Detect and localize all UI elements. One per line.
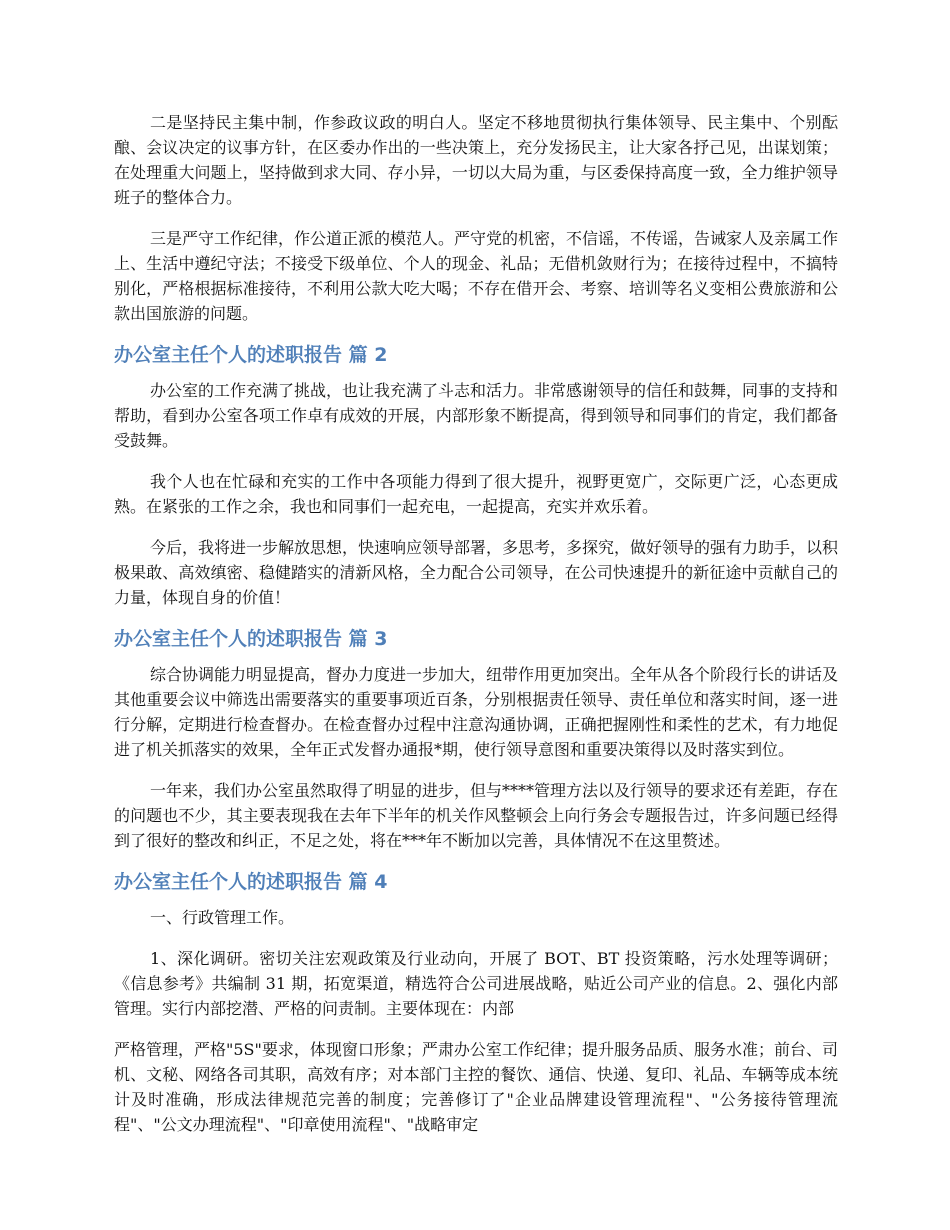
- paragraph: 办公室的工作充满了挑战，也让我充满了斗志和活力。非常感谢领导的信任和鼓舞，同事的支持和帮助，看到办公室各项工作卓有成效的开展，内部形象不断提高，得到领导和同事们的肯定，我们都备受鼓舞。: [114, 381, 839, 450]
- section-3: [114, 626, 838, 853]
- intro-section: [114, 110, 838, 326]
- paragraph: 1、深化调研。密切关注宏观政策及行业动向，开展了 BOT、BT 投资策略，污水处理等调研；《信息参考》共编制 31 期，拓宽渠道，精选符合公司进展战略，贴近公司产业的信息。2、强化内部管理。实行内部挖潜、严格的问责制。主要体现在：内部: [114, 949, 838, 1018]
- paragraph: 我个人也在忙碌和充实的工作中各项能力得到了很大提升，视野更宽广，交际更广泛，心态更成熟。在紧张的工作之余，我也和同事们一起充电，一起提高，充实并欢乐着。: [114, 472, 838, 516]
- section-heading: 办公室主任个人的述职报告 篇 3: [114, 628, 388, 650]
- paragraph: 一、行政管理工作。: [150, 908, 295, 927]
- section-2: [114, 342, 838, 610]
- section-4: [114, 869, 838, 1137]
- paragraph: 综合协调能力明显提高，督办力度进一步加大，纽带作用更加突出。全年从各个阶段行长的讲话及其他重要会议中筛选出需要落实的重要事项近百条，分别根据责任领导、责任单位和落实时间，逐一进行分解，定期进行检查督办。在检查督办过程中注意沟通协调，正确把握刚性和柔性的艺术，有力地促进了机关抓落实的效果，全年正式发督办通报*期，使行领导意图和重要决策得以及时落实到位。: [114, 665, 839, 759]
- paragraph: 三是严守工作纪律，作公道正派的模范人。严守党的机密，不信谣，不传谣，告诫家人及亲属工作上、生活中遵纪守法；不接受下级单位、个人的现金、礼品；无借机敛财行为；在接待过程中，不搞特别化，严格根据标准接待，不利用公款大吃大喝；不存在借开会、考察、培训等名义变相公费旅游和公款出国旅游的问题。: [114, 229, 839, 323]
- document-page: [114, 110, 838, 1153]
- paragraph: 今后，我将进一步解放思想，快速响应领导部署，多思考，多探究，做好领导的强有力助手，以积极果敢、高效缜密、稳健踏实的清新风格，全力配合公司领导，在公司快速提升的新征途中贡献自己的力量，体现自身的价值！: [114, 538, 839, 607]
- section-heading: 办公室主任个人的述职报告 篇 4: [114, 871, 388, 893]
- paragraph-continuation: 严格管理，严格"5S"要求，体现窗口形象；严肃办公室工作纪律；提升服务品质、服务水准；前台、司机、文秘、网络各司其职，高效有序；对本部门主控的餐饮、通信、快递、复印、礼品、车辆等成本统计及时准确，形成法律规范完善的制度；完善修订了"企业品牌建设管理流程"、"公务接待管理流程"、"公文办理流程"、"印章使用流程"、"战略审定: [114, 1040, 838, 1134]
- paragraph: 一年来，我们办公室虽然取得了明显的进步，但与****管理方法以及行领导的要求还有差距，存在的问题也不少，其主要表现我在去年下半年的机关作风整顿会上向行务会专题报告过，许多问题已经得到了很好的整改和纠正，不足之处，将在***年不断加以完善，具体情况不在这里赘述。: [114, 781, 839, 850]
- section-heading: 办公室主任个人的述职报告 篇 2: [114, 344, 388, 366]
- paragraph: 二是坚持民主集中制，作参政议政的明白人。坚定不移地贯彻执行集体领导、民主集中、个别酝酿、会议决定的议事方针，在区委办作出的一些决策上，充分发扬民主，让大家各抒己见，出谋划策；在处理重大问题上，坚持做到求大同、存小异，一切以大局为重，与区委保持高度一致，全力维护领导班子的整体合力。: [114, 113, 838, 207]
